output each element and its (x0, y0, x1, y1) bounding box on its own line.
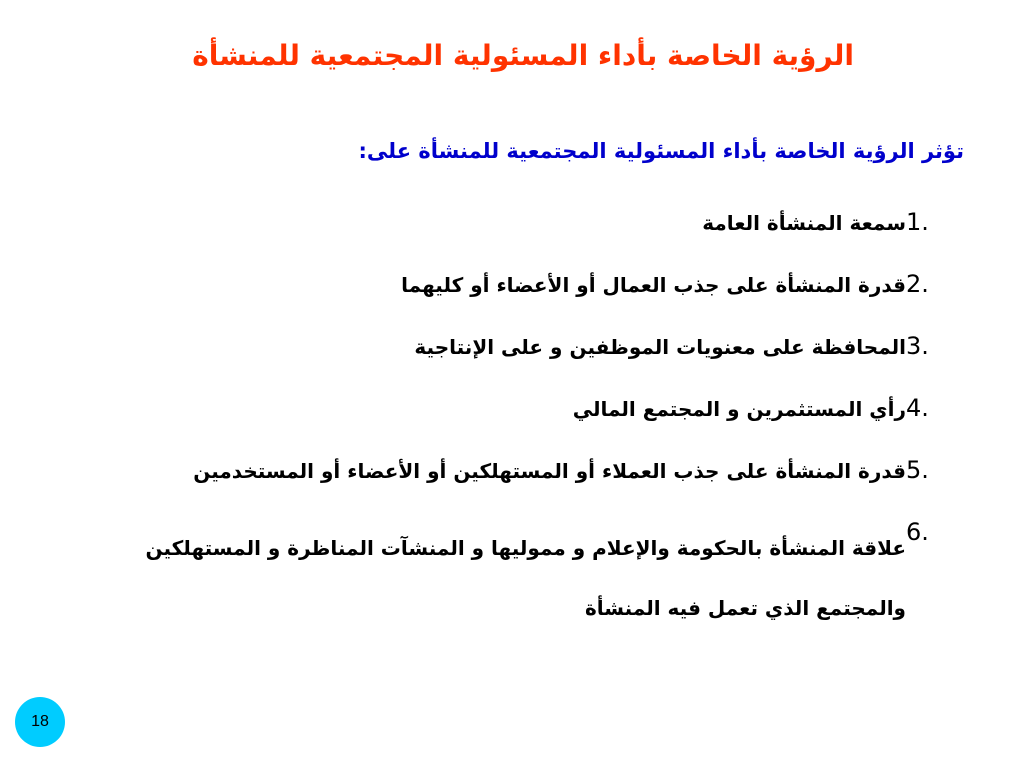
list-item-text: سمعة المنشأة العامة (702, 211, 906, 235)
list-item (44, 208, 964, 270)
list-item-text: رأي المستثمرين و المجتمع المالي (572, 397, 906, 421)
list-item (44, 456, 964, 518)
list-item-number: 3. (906, 332, 929, 360)
intro-line: تؤثر الرؤية الخاصة بأداء المسئولية المجتمعية للمنشأة على: (358, 139, 964, 163)
list-item-text: قدرة المنشأة على جذب العملاء أو المستهلكين أو الأعضاء أو المستخدمين (193, 459, 906, 483)
list-item-number: 4. (906, 394, 929, 422)
list-item-text: المحافظة على معنويات الموظفين و على الإنتاجية (414, 335, 906, 359)
list-item-number: 5. (906, 456, 929, 484)
list-item (44, 332, 964, 394)
page-number-badge: 18 (15, 697, 65, 747)
list-item (44, 270, 964, 332)
list-item-text: علاقة المنشأة بالحكومة والإعلام و مموليها و المنشآت المناظرة و المستهلكين والمجتمع الذي تعمل فيه المنشأة (145, 536, 906, 620)
list-item-text: قدرة المنشأة على جذب العمال أو الأعضاء أو كليهما (401, 273, 906, 297)
list-item-number: 6. (906, 518, 929, 546)
list-item-number: 2. (906, 270, 929, 298)
list-item (44, 394, 964, 456)
slide-title: الرؤية الخاصة بأداء المسئولية المجتمعية للمنشأة (192, 39, 854, 72)
numbered-list (44, 208, 964, 638)
list-item (44, 518, 964, 638)
list-item-number: 1. (906, 208, 929, 236)
